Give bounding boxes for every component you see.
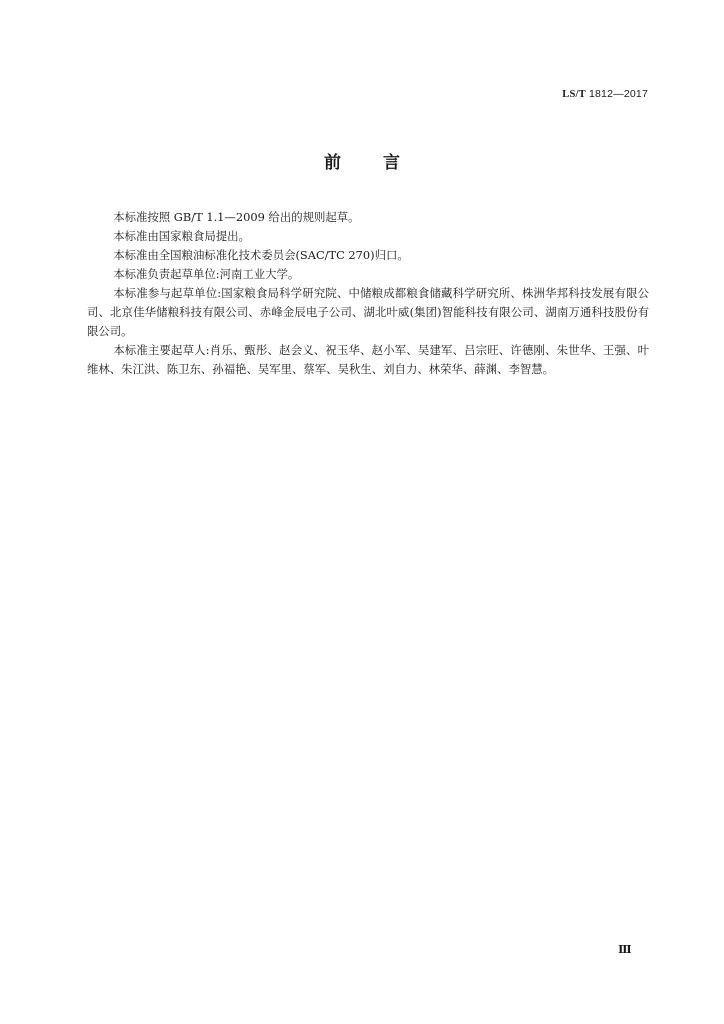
paragraph-participating-units: 本标准参与起草单位:国家粮食局科学研究院、中储粮成都粮食储藏科学研究所、株洲华邦科技发展有限公司、北京佳华储粮科技有限公司、赤峰金辰电子公司、湖北叶威(集团)智能科技有限公司、湖南万通科技股份有限公司。 <box>87 286 649 338</box>
standard-prefix: LS/T <box>562 89 586 100</box>
page-title <box>0 148 724 173</box>
paragraph-main-drafters: 本标准主要起草人:肖乐、甄彤、赵会义、祝玉华、赵小军、吴建军、吕宗旺、许德刚、朱世华、王强、叶维林、朱江洪、陈卫东、孙福艳、吴军里、蔡军、吴秋生、刘自力、林荣华、薛渊、李智慧。 <box>87 343 649 376</box>
paragraph-proposer: 本标准由国家粮食局提出。 <box>113 229 250 243</box>
paragraph-committee: 本标准由全国粮油标准化技术委员会(SAC/TC 270)归口。 <box>113 248 409 262</box>
foreword-body <box>87 208 649 379</box>
paragraph-drafting-rules: 本标准按照 GB/T 1.1—2009 给出的规则起草。 <box>113 210 360 224</box>
page-number: Ⅲ <box>618 944 631 956</box>
title-char-2: 言 <box>383 153 400 173</box>
paragraph-lead-drafter: 本标准负责起草单位:河南工业大学。 <box>113 267 300 281</box>
standard-number: 1812—2017 <box>588 88 648 100</box>
title-char-1: 前 <box>324 153 341 173</box>
standard-code <box>562 88 648 100</box>
